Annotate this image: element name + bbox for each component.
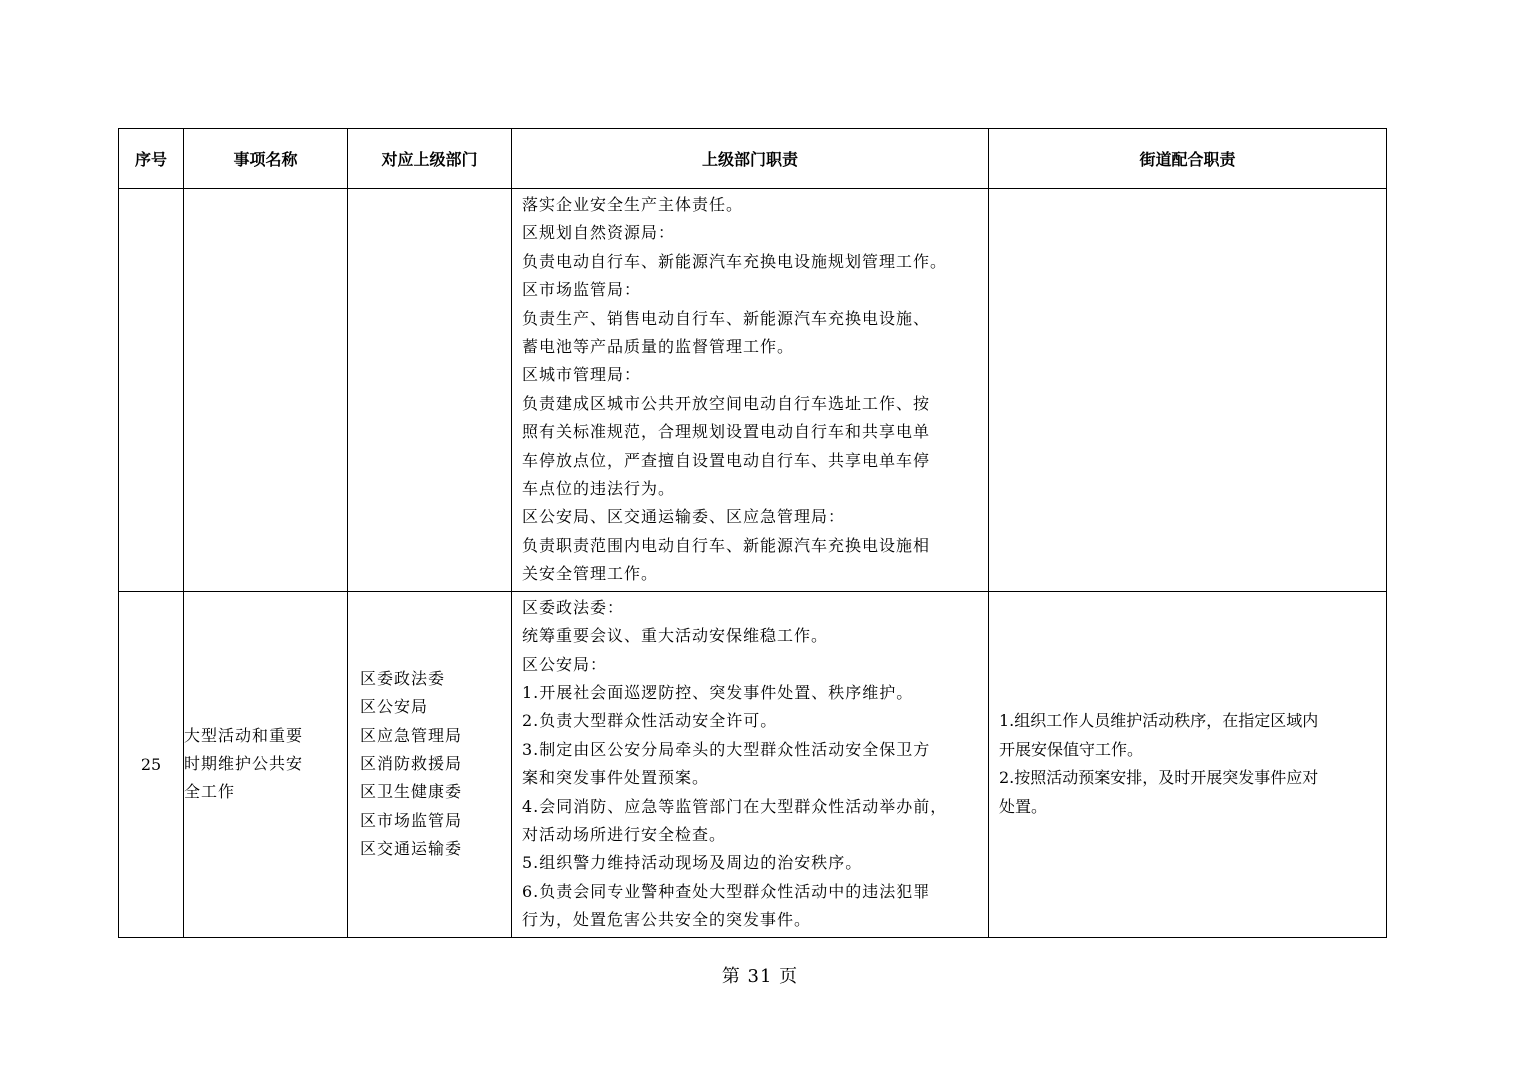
row-dept-cell	[348, 189, 512, 592]
duty-line: 照有关标准规范，合理规划设置电动自行车和共享电单	[522, 422, 931, 442]
table-row	[119, 189, 1387, 592]
duty-line: 蓄电池等产品质量的监督管理工作。	[522, 337, 795, 357]
department-line: 区委政法委	[360, 668, 446, 688]
duty-line: 关安全管理工作。	[522, 564, 659, 584]
street-duty-lines	[989, 705, 1386, 823]
street-duty-line: 1.组织工作人员维护活动秩序，在指定区域内	[999, 711, 1319, 731]
row-seq-cell	[119, 189, 184, 592]
duty-line: 负责生产、销售电动自行车、新能源汽车充换电设施、	[522, 308, 931, 328]
duty-line: 4.会同消防、应急等监管部门在大型群众性活动举办前，	[522, 796, 948, 816]
duty-line: 区市场监管局：	[522, 280, 642, 300]
duty-line: 案和突发事件处置预案。	[522, 768, 710, 788]
item-name-line: 全工作	[184, 782, 236, 802]
duty-line: 5.组织警力维持活动现场及周边的治安秩序。	[522, 853, 863, 873]
row-duties-cell	[512, 189, 989, 592]
row-duties-cell	[512, 591, 989, 937]
department-line: 区卫生健康委	[360, 782, 463, 802]
duty-line: 区公安局：	[522, 654, 608, 674]
duty-line: 行为，处置危害公共安全的突发事件。	[522, 910, 812, 930]
duties-lines	[512, 592, 988, 937]
duty-line: 2.负责大型群众性活动安全许可。	[522, 711, 778, 731]
department-line: 区消防救援局	[360, 753, 463, 773]
item-name-lines	[184, 722, 347, 807]
header-street-duties: 街道配合职责	[989, 129, 1387, 189]
duty-line: 3.制定由区公安分局牵头的大型群众性活动安全保卫方	[522, 739, 931, 759]
table-header-row	[119, 129, 1387, 189]
department-line: 区公安局	[360, 697, 429, 717]
department-line: 区应急管理局	[360, 725, 463, 745]
row-street-duties-cell	[989, 189, 1387, 592]
duty-line: 负责电动自行车、新能源汽车充换电设施规划管理工作。	[522, 251, 948, 271]
street-duty-line: 处置。	[999, 796, 1048, 816]
duty-line: 1.开展社会面巡逻防控、突发事件处置、秩序维护。	[522, 682, 914, 702]
header-superior-duties: 上级部门职责	[512, 129, 989, 189]
duty-line: 对活动场所进行安全检查。	[522, 824, 727, 844]
duty-line: 负责建成区城市公共开放空间电动自行车选址工作、按	[522, 393, 931, 413]
duty-line: 区公安局、区交通运输委、区应急管理局：	[522, 507, 846, 527]
item-name-line: 大型活动和重要	[184, 725, 304, 745]
duty-line: 车停放点位，严查擅自设置电动自行车、共享电单车停	[522, 450, 931, 470]
street-duty-line: 开展安保值守工作。	[999, 739, 1144, 759]
header-superior-dept: 对应上级部门	[348, 129, 512, 189]
department-line: 区交通运输委	[360, 839, 463, 859]
row-item-name-cell	[184, 189, 348, 592]
row-item-name-cell	[184, 591, 348, 937]
duty-line: 区委政法委：	[522, 597, 625, 617]
duties-lines	[512, 189, 988, 591]
duty-line: 统筹重要会议、重大活动安保维稳工作。	[522, 626, 829, 646]
duty-line: 区城市管理局：	[522, 365, 642, 385]
duty-line: 落实企业安全生产主体责任。	[522, 195, 744, 214]
duty-line: 6.负责会同专业警种查处大型群众性活动中的违法犯罪	[522, 881, 931, 901]
duty-line: 车点位的违法行为。	[522, 479, 676, 499]
duty-line: 负责职责范围内电动自行车、新能源汽车充换电设施相	[522, 535, 931, 555]
header-item-name: 事项名称	[184, 129, 348, 189]
item-name-line: 时期维护公共安	[184, 753, 304, 773]
duty-line: 区规划自然资源局：	[522, 223, 676, 243]
row-dept-cell	[348, 591, 512, 937]
row-seq-cell: 25	[119, 591, 184, 937]
page-number: 第 31 页	[721, 966, 799, 987]
dept-lines	[348, 663, 511, 866]
street-duty-line: 2.按照活动预案安排，及时开展突发事件应对	[999, 768, 1319, 788]
responsibility-table	[118, 128, 1387, 938]
header-seq: 序号	[119, 129, 184, 189]
table-row	[119, 591, 1387, 937]
department-line: 区市场监管局	[360, 810, 463, 830]
row-street-duties-cell	[989, 591, 1387, 937]
